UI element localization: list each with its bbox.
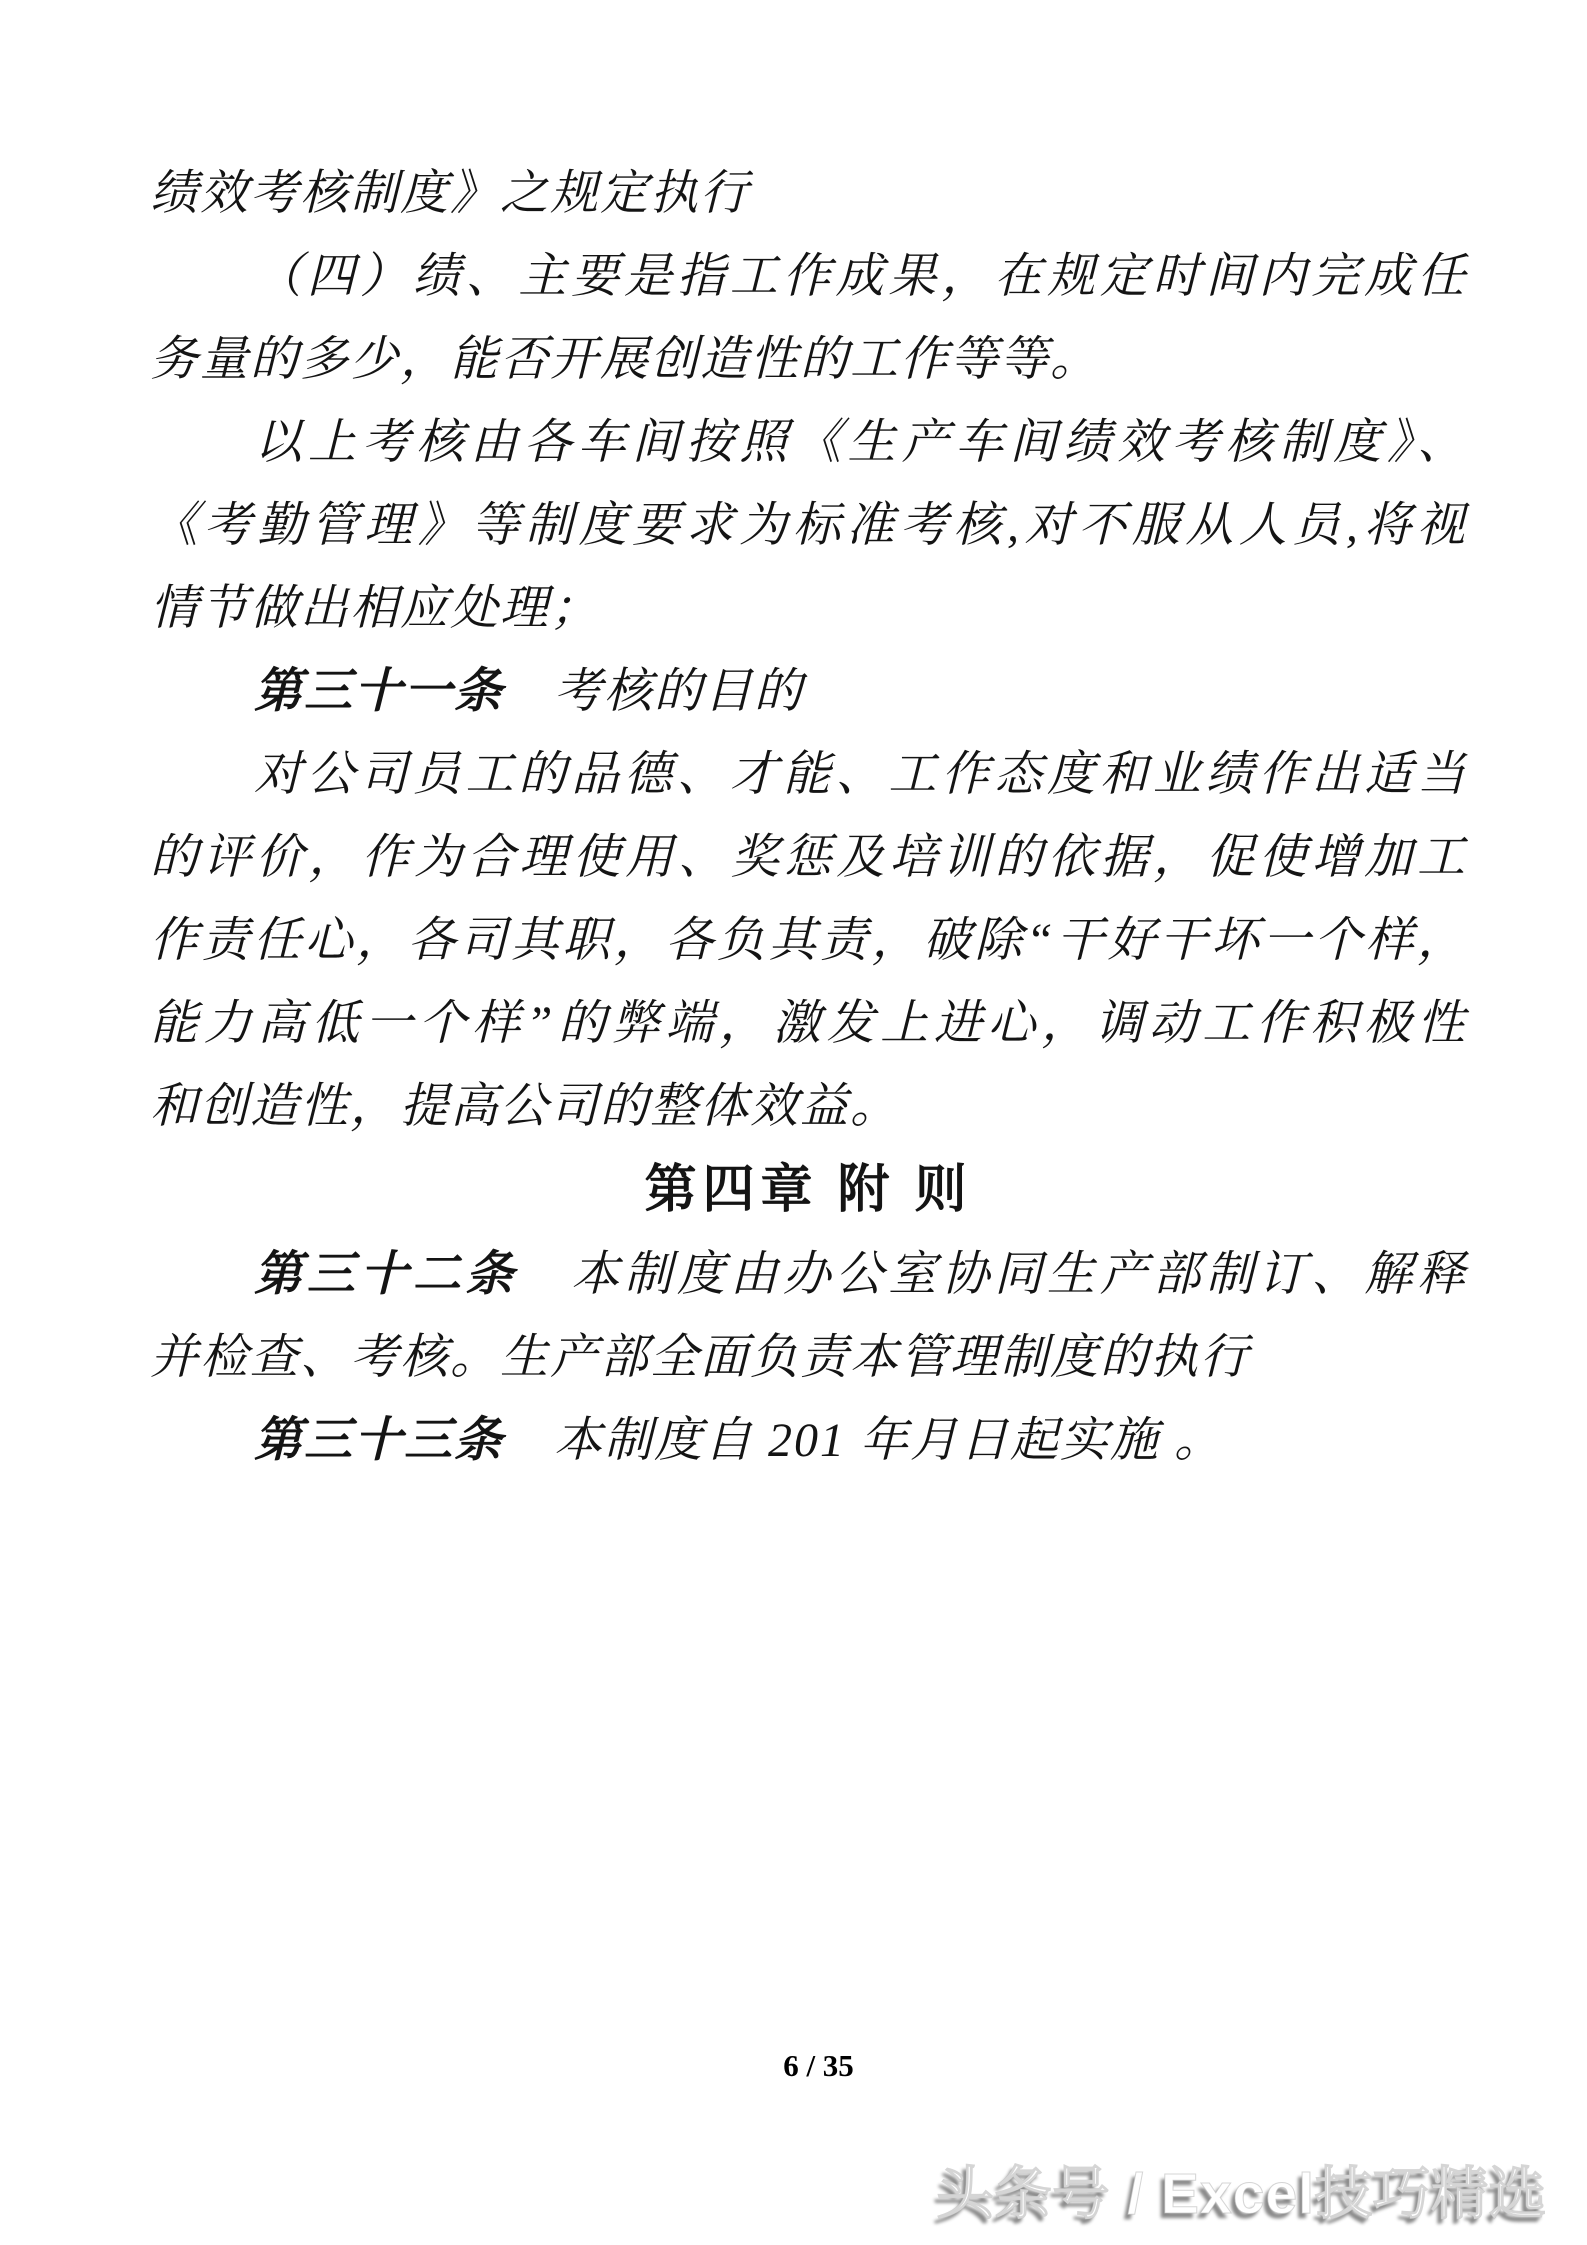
text-run: 能力高低一个样”的弊端，激发上进心，调动工作积极性 bbox=[150, 997, 1467, 1050]
text-line bbox=[150, 152, 1467, 235]
document-body bbox=[150, 152, 1467, 1482]
watermark: 头条号 / Excel技巧精选 bbox=[936, 2162, 1547, 2226]
text-line bbox=[150, 318, 1467, 401]
text-run: 考核的目的 bbox=[504, 665, 805, 718]
text-line bbox=[150, 816, 1467, 899]
text-line bbox=[150, 484, 1467, 567]
article-number: 第三十一条 bbox=[254, 665, 505, 718]
page-number: 6 / 35 bbox=[783, 2048, 854, 2083]
text-run: 本制度自 201 年月日起实施 。 bbox=[504, 1414, 1225, 1467]
text-line bbox=[150, 235, 1467, 318]
text-run: 作责任心，各司其职，各负其责，破除“干好干坏一个样， bbox=[150, 914, 1467, 967]
text-run: （四）绩、主要是指工作成果，在规定时间内完成任 bbox=[254, 250, 1467, 303]
text-run: 本制度由办公室协同生产部制订、解释 bbox=[518, 1248, 1467, 1301]
text-line bbox=[150, 1065, 1467, 1148]
text-run: 务量的多少，能否开展创造性的工作等等。 bbox=[150, 333, 1101, 386]
text-run: 绩效考核制度》之规定执行 bbox=[150, 167, 751, 220]
text-line bbox=[150, 982, 1467, 1065]
text-line bbox=[150, 567, 1467, 650]
text-run: 和创造性，提高公司的整体效益。 bbox=[150, 1080, 901, 1133]
text-run: 《考勤管理》等制度要求为标准考核,对不服从人员,将视 bbox=[150, 499, 1467, 552]
text-line bbox=[150, 1399, 1467, 1482]
text-run: 的评价，作为合理使用、奖惩及培训的依据，促使增加工 bbox=[150, 831, 1467, 884]
page-footer bbox=[0, 2048, 1587, 2084]
text-run: 对公司员工的品德、才能、工作态度和业绩作出适当 bbox=[254, 748, 1467, 801]
text-run: 以上考核由各车间按照《生产车间绩效考核制度》、 bbox=[254, 416, 1467, 469]
text-line bbox=[150, 1233, 1467, 1316]
article-number: 第三十二条 bbox=[254, 1248, 519, 1301]
text-line bbox=[150, 650, 1467, 733]
text-line bbox=[150, 401, 1467, 484]
article-number: 第三十三条 bbox=[254, 1414, 505, 1467]
text-line bbox=[150, 733, 1467, 816]
chapter-heading: 第四章 附 则 bbox=[644, 1162, 973, 1219]
text-line bbox=[150, 899, 1467, 982]
text-line bbox=[150, 1316, 1467, 1399]
text-run: 情节做出相应处理； bbox=[150, 582, 601, 635]
text-run: 并检查、考核。生产部全面负责本管理制度的执行 bbox=[150, 1331, 1251, 1384]
